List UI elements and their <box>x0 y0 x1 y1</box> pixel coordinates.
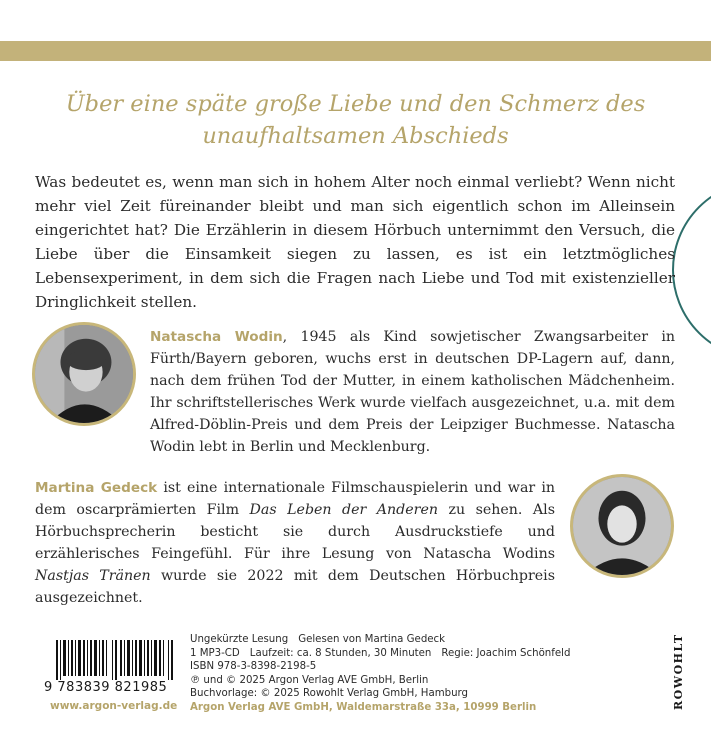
top-gold-band <box>0 41 711 61</box>
barcode-number: 9 783839 821985 <box>44 680 168 695</box>
author-bio-text: , 1945 als Kind sowjetischer Zwangsarbeiter in Fürth/Bayern geboren, wuchs erst in deutschen DP-Lagern auf, dann, nach dem frühen Tod der Mutter, in einem katholischen Mädchenheim. Ihr schriftstellerisches Werk wurde vielfach ausgezeichnet, u.a. mit dem Alfred-Döblin-Preis und dem Preis der Leipziger Buchmesse. Natascha Wodin lebt in Berlin und Mecklenburg. <box>150 329 675 455</box>
copyright-label: ℗ und © 2025 Argon Verlag AVE GmbH, Berlin <box>190 674 429 686</box>
narrator-portrait <box>570 474 674 578</box>
narrator-book-title: Nastjas Tränen <box>35 568 151 584</box>
source-label: Buchvorlage: © 2025 Rowohlt Verlag GmbH, Hamburg <box>190 688 469 700</box>
credits-block <box>190 633 660 715</box>
headline-line-2: unaufhaltsamen Abschieds <box>202 123 509 149</box>
credits-row-2 <box>190 647 660 661</box>
read-by-label: Gelesen von Martina Gedeck <box>298 634 446 645</box>
narrator-bio-part-2: zu sehen. Als Hörbuchsprecherin besticht sie durch Ausdruckstiefe und erzählerisches Feingefühl. Für ihre Lesung von Natascha Wodins <box>35 502 555 562</box>
author-bio <box>150 326 675 458</box>
author-portrait <box>32 322 136 426</box>
headline-line-1: Über eine späte große Liebe und den Schmerz des <box>65 91 646 117</box>
intro-text: Was bedeutet es, wenn man sich in hohem Alter noch einmal verliebt? Wenn nicht mehr viel Zeit füreinander bleibt und man sich eigentlich schon im Alleinsein eingerichtet hat? Die Erzählerin in diesem Hörbuch unternimmt den Versuch, die Liebe über die Einsamkeit siegen zu lassen, es ist ein letztmögliches Lebensexperiment, in dem sich die Fragen nach Liebe und Tod mit existenzieller Dringlichkeit stellen. <box>35 173 675 311</box>
rowohlt-logo: ROWOHLT <box>672 633 685 711</box>
unabridged-label: Ungekürzte Lesung <box>190 634 289 645</box>
teal-circle-decoration <box>672 180 711 360</box>
format-label: 1 MP3-CD <box>190 647 240 659</box>
isbn-label: ISBN 978-3-8398-2198-5 <box>190 661 317 673</box>
imprint-address: Argon Verlag AVE GmbH, Waldemarstraße 33a, 10999 Berlin <box>190 701 537 713</box>
director-label: Regie: Joachim Schönfeld <box>441 647 571 659</box>
narrator-bio-part-3: wurde sie 2022 mit dem Deutschen Hörbuchpreis ausgezeichnet. <box>35 568 555 606</box>
runtime-label: Laufzeit: ca. 8 Stunden, 30 Minuten <box>249 647 432 659</box>
headline <box>20 88 691 152</box>
narrator-bio-part-1: ist eine internationale Filmschauspielerin und war in dem oscarprämierten Film <box>35 480 556 518</box>
narrator-film-title: Das Leben der Anderen <box>249 502 438 518</box>
narrator-name: Martina Gedeck <box>35 480 158 496</box>
website-url: www.argon-verlag.de <box>50 700 178 712</box>
narrator-bio <box>35 477 555 609</box>
author-name: Natascha Wodin <box>150 329 283 345</box>
credits-row-1 <box>190 633 660 647</box>
